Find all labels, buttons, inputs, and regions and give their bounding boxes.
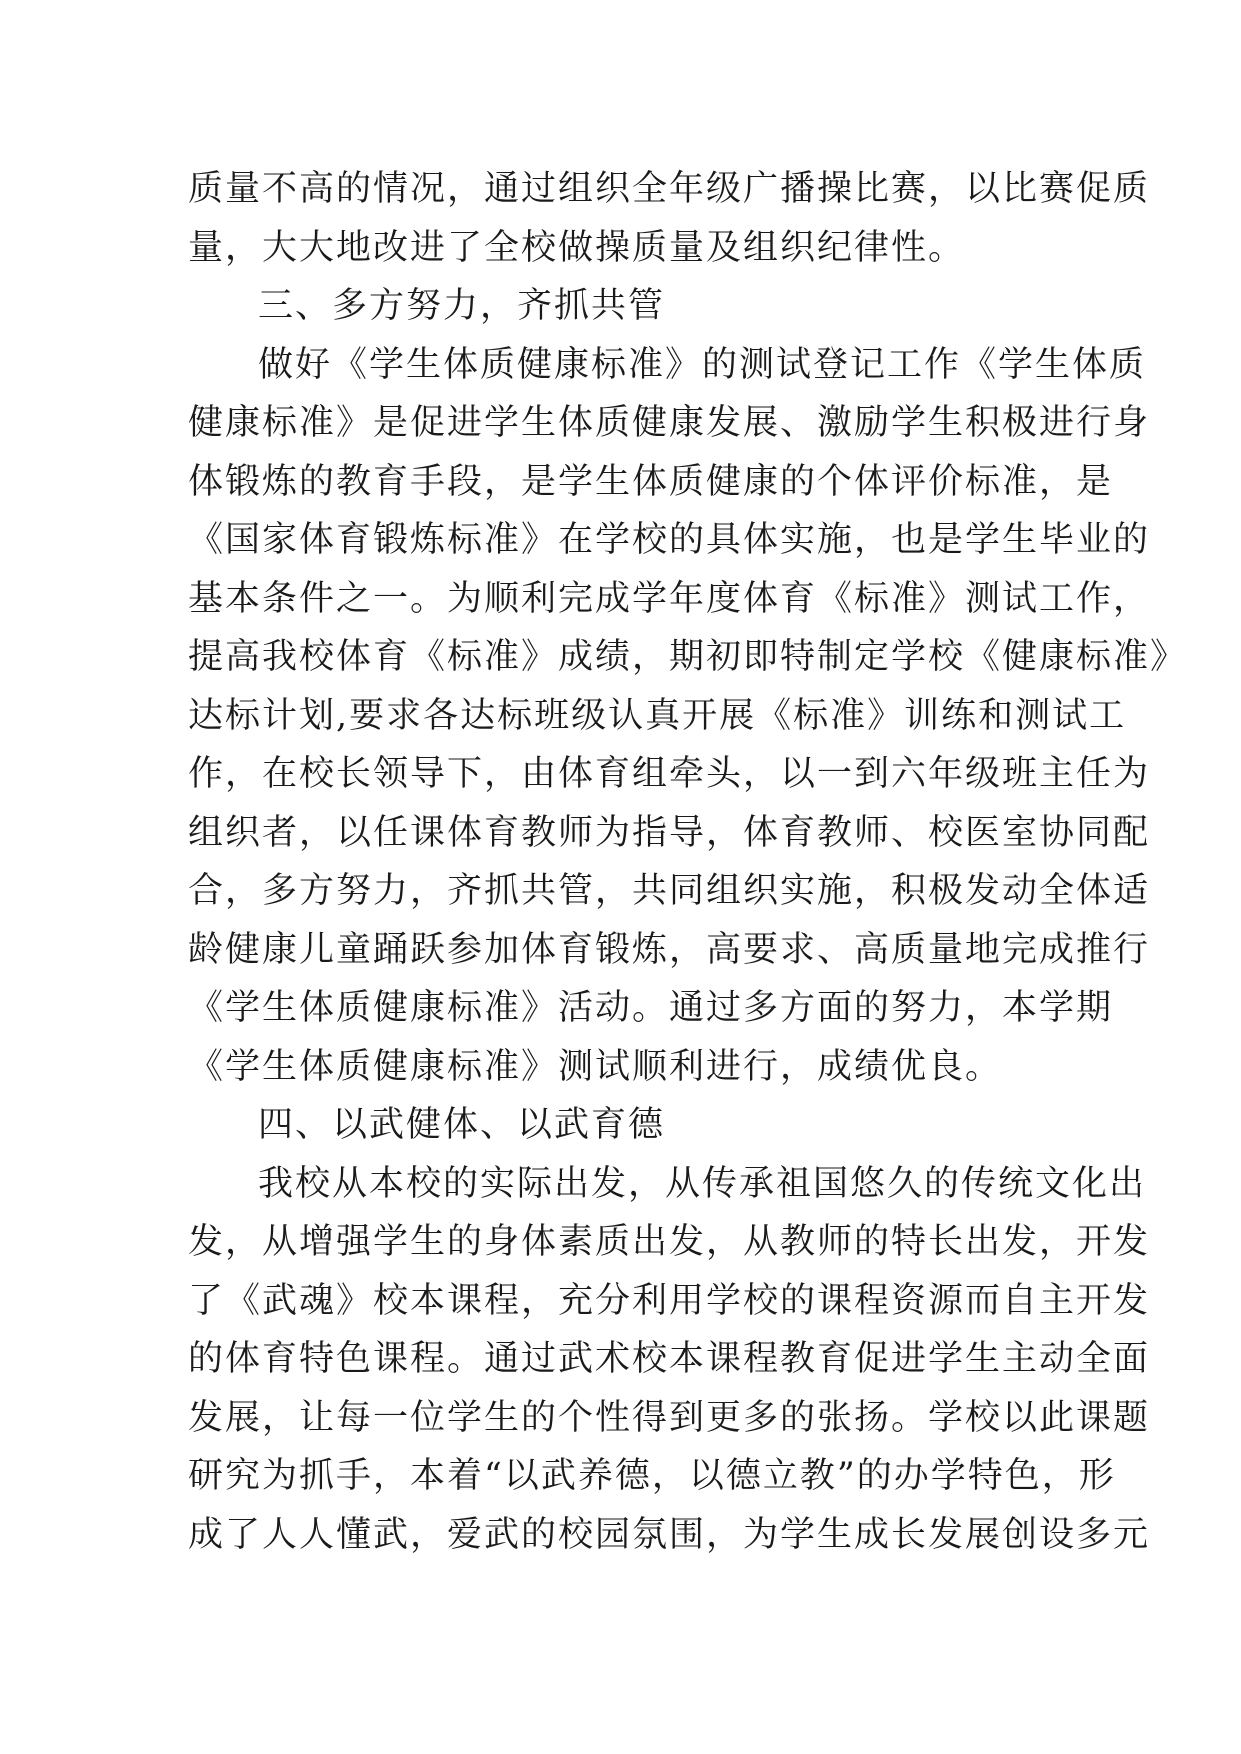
text-line: 《学生体质健康标准》测试顺利进行，成绩优良。 <box>188 1046 1003 1087</box>
paragraph-first-line: 四、以武健体、以武育德 <box>258 1105 666 1145</box>
text-line: 基本条件之一。为顺利完成学年度体育《标准》测试工作， <box>188 578 1151 619</box>
text-line: 研究为抓手，本着“以武养德，以德立教”的办学特色，形 <box>188 1456 1116 1496</box>
text-line: 健康标准》是促进学生体质健康发展、激励学生积极进行身 <box>188 403 1151 443</box>
text-line: 《国家体育锻炼标准》在学校的具体实施，也是学生毕业的 <box>188 520 1151 560</box>
text-line: 成了人人懂武，爱武的校园氛围，为学生成长发展创设多元 <box>188 1514 1151 1555</box>
text-line: 合，多方努力，齐抓共管，共同组织实施，积极发动全体适 <box>188 871 1151 911</box>
text-line: 了《武魂》校本课程，充分利用学校的课程资源而自主开发 <box>188 1280 1151 1321</box>
text-line: 提高我校体育《标准》成绩，期初即特制定学校《健康标准》 <box>188 637 1188 677</box>
text-line: 发展，让每一位学生的个性得到更多的张扬。学校以此课题 <box>188 1397 1151 1438</box>
text-line: 的体育特色课程。通过武术校本课程教育促进学生主动全面 <box>188 1339 1151 1379</box>
text-line: 量，大大地改进了全校做操质量及组织纪律性。 <box>188 227 966 268</box>
paragraph-first-line: 三、多方努力，齐抓共管 <box>258 286 666 326</box>
text-line: 达标计划,要求各达标班级认真开展《标准》训练和测试工 <box>188 695 1127 736</box>
text-line: 作，在校长领导下，由体育组牵头，以一到六年级班主任为 <box>188 754 1151 794</box>
text-line: 龄健康儿童踊跃参加体育锻炼，高要求、高质量地完成推行 <box>188 929 1151 970</box>
paragraph-first-line: 我校从本校的实际出发，从传承祖国悠久的传统文化出 <box>258 1163 1147 1204</box>
text-line: 《学生体质健康标准》活动。通过多方面的努力，本学期 <box>188 988 1114 1028</box>
body-text <box>188 160 1188 1564</box>
text-line: 发，从增强学生的身体素质出发，从教师的特长出发，开发 <box>188 1222 1151 1262</box>
paragraph-first-line: 做好《学生体质健康标准》的测试登记工作《学生体质 <box>258 344 1147 385</box>
text-line: 体锻炼的教育手段，是学生体质健康的个体评价标准，是 <box>188 461 1114 502</box>
text-line: 质量不高的情况，通过组织全年级广播操比赛，以比赛促质 <box>188 169 1151 209</box>
text-line: 组织者，以任课体育教师为指导，体育教师、校医室协同配 <box>188 812 1151 853</box>
